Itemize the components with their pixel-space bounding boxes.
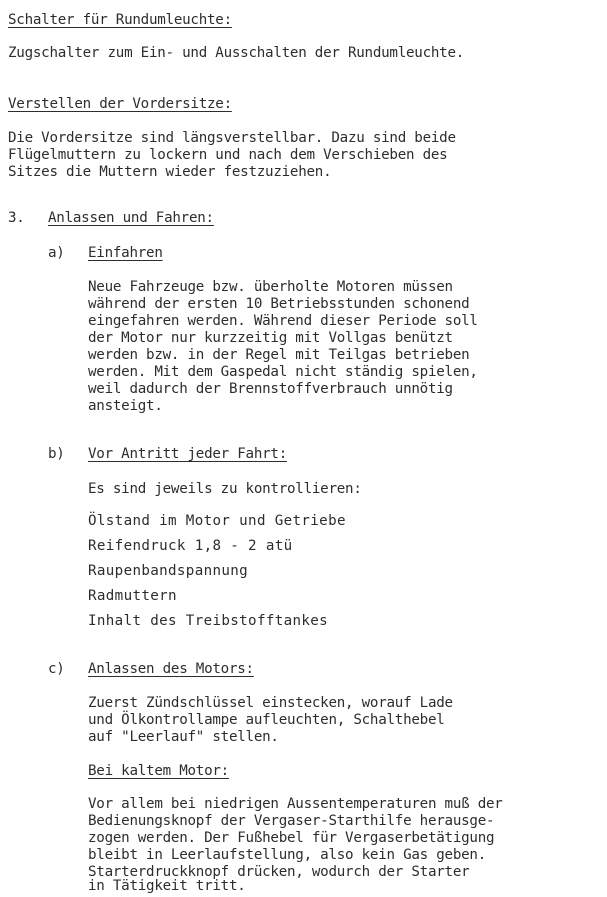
heading-vordersitze: Verstellen der Vordersitze: [8, 96, 232, 112]
einfahren-line: werden. Mit dem Gaspedal nicht ständig spielen, [88, 364, 478, 380]
vordersitze-line: Die Vordersitze sind längsverstellbar. Dazu sind beide [8, 130, 456, 146]
title-anlassen-motor: Anlassen des Motors: [88, 661, 254, 677]
kontrolle-item: Reifendruck 1,8 - 2 atü [88, 538, 293, 554]
vordersitze-line: Flügelmuttern zu lockern und nach dem Verschieben des [8, 147, 448, 163]
kalt-line: bleibt in Leerlaufstellung, also kein Gas geben. [88, 847, 486, 863]
anlassen-line: auf "Leerlauf" stellen. [88, 729, 279, 745]
title-einfahren: Einfahren [88, 245, 163, 261]
kontrolle-item: Inhalt des Treibstofftankes [88, 613, 329, 629]
einfahren-line: Neue Fahrzeuge bzw. überholte Motoren müssen [88, 279, 453, 295]
kalt-line: Starterdruckknopf drücken, wodurch der Starter [88, 864, 470, 880]
title-vor-antritt: Vor Antritt jeder Fahrt: [88, 446, 287, 462]
kalt-line: Vor allem bei niedrigen Aussentemperaturen muß der [88, 796, 503, 812]
kalt-line: Bedienungsknopf der Vergaser-Starthilfe herausge- [88, 813, 495, 829]
kalt-line: zogen werden. Der Fußhebel für Vergaserbetätigung [88, 830, 495, 846]
einfahren-line: eingefahren werden. Während dieser Periode soll [88, 313, 478, 329]
marker-a: a) [48, 245, 65, 261]
title-kalter-motor: Bei kaltem Motor: [88, 763, 229, 779]
kontrolle-item: Ölstand im Motor und Getriebe [88, 513, 346, 529]
einfahren-line: der Motor nur kurzzeitig mit Vollgas benützt [88, 330, 453, 346]
section-number: 3. [8, 210, 25, 226]
einfahren-line: werden bzw. in der Regel mit Teilgas betrieben [88, 347, 470, 363]
kontrolle-item: Raupenbandspannung [88, 563, 249, 579]
anlassen-line: und Ölkontrollampe aufleuchten, Schalthebel [88, 712, 445, 728]
kalt-line: in Tätigkeit tritt. [88, 878, 246, 894]
heading-anlassen: Anlassen und Fahren: [48, 210, 214, 226]
marker-b: b) [48, 446, 65, 462]
marker-c: c) [48, 661, 65, 677]
einfahren-line: während der ersten 10 Betriebsstunden schonend [88, 296, 470, 312]
text-rundumleuchte: Zugschalter zum Ein- und Ausschalten der Rundumleuchte. [8, 45, 465, 61]
vordersitze-line: Sitzes die Muttern wieder festzuziehen. [8, 164, 332, 180]
kontrolle-item: Radmuttern [88, 588, 177, 604]
heading-rundumleuchte: Schalter für Rundumleuchte: [8, 12, 232, 28]
anlassen-line: Zuerst Zündschlüssel einstecken, worauf Lade [88, 695, 453, 711]
einfahren-line: weil dadurch der Brennstoffverbrauch unnötig [88, 381, 453, 397]
kontrolle-intro: Es sind jeweils zu kontrollieren: [88, 481, 362, 497]
einfahren-line: ansteigt. [88, 398, 163, 414]
